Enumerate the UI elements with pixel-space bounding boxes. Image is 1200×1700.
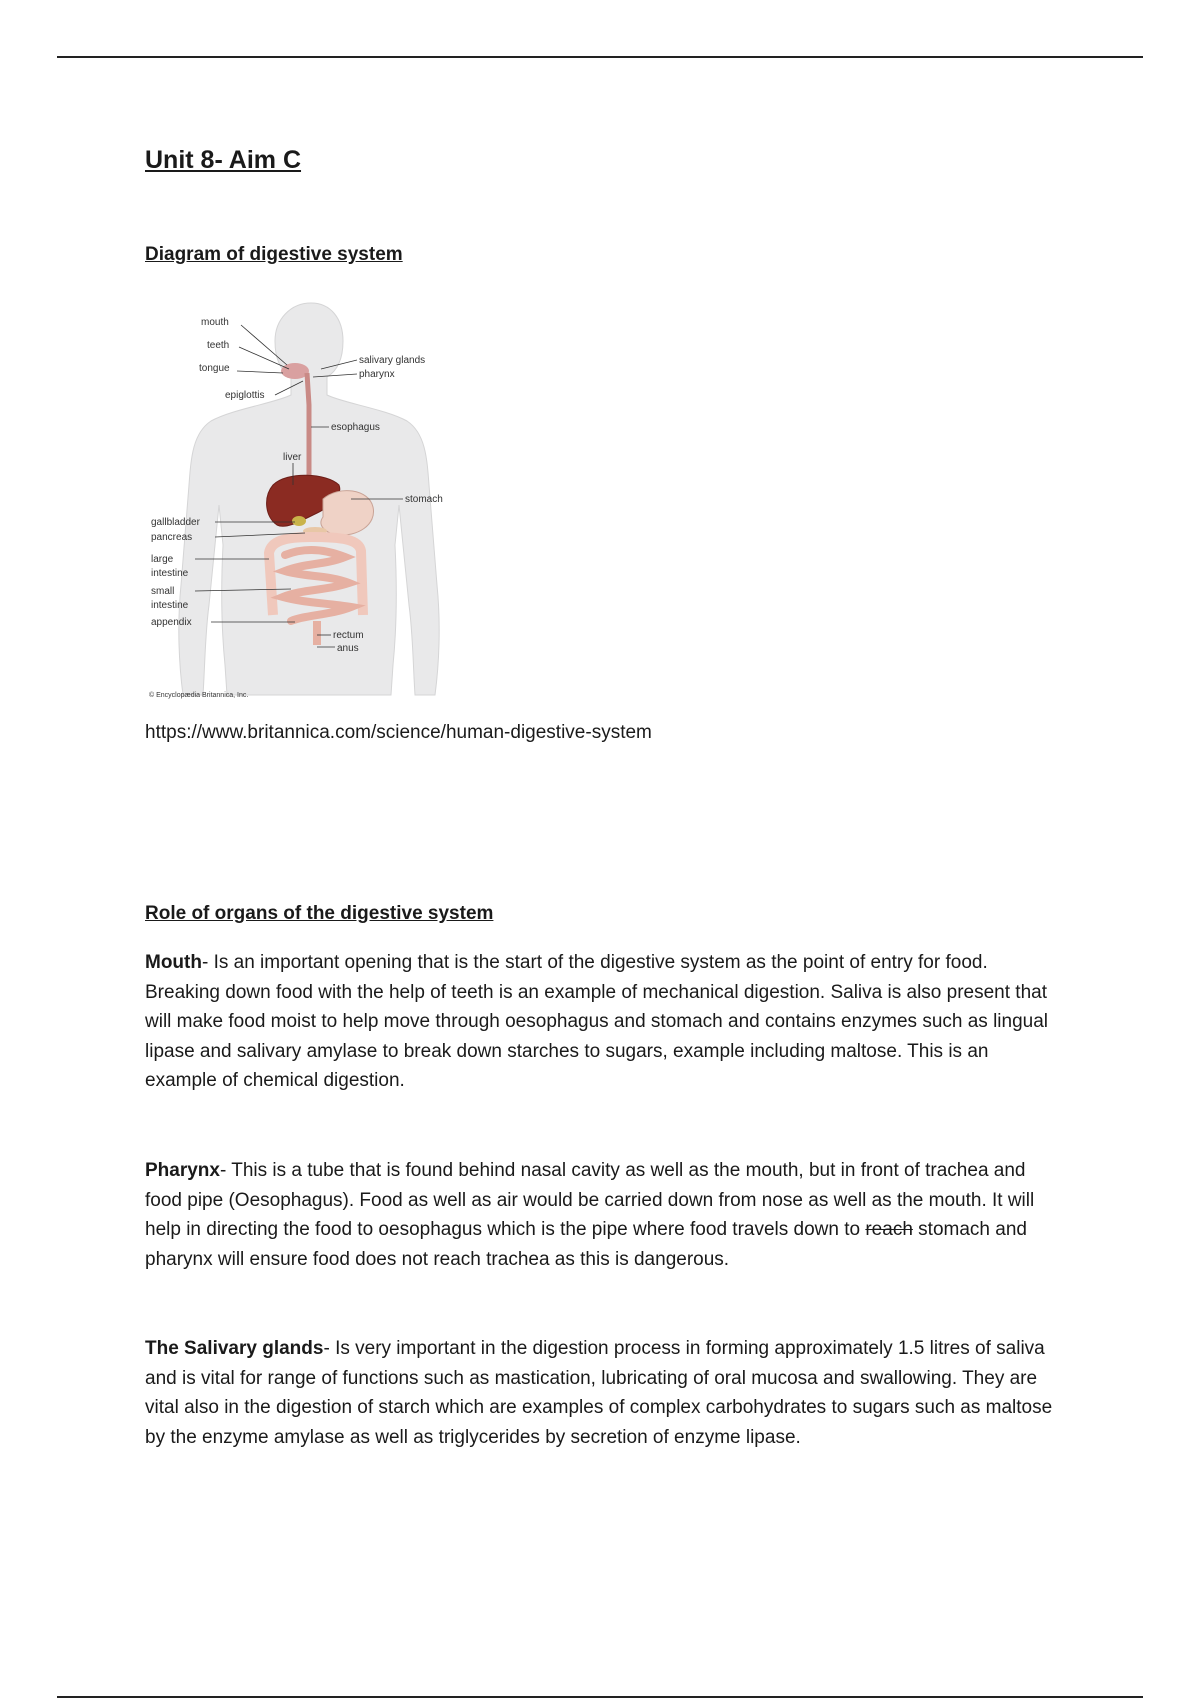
label-teeth: teeth bbox=[207, 340, 230, 351]
gallbladder bbox=[292, 516, 306, 526]
text-mouth: - Is an important opening that is the start of the digestive system as the point of entry for food. Breaking down food with the help of teeth is an example of mechanical digestion. Saliva is also present that will make food moist to help move through oesophagus and stomach and contains enzymes such as lingual lipase and salivary amylase to break down starches to sugars, example including maltose. This is an example of chemical digestion. bbox=[145, 952, 1049, 1091]
label-gallbladder: gallbladder bbox=[151, 517, 200, 528]
diagram-heading: Diagram of digestive system bbox=[145, 244, 403, 265]
label-intestine-small: intestine bbox=[151, 600, 189, 611]
term-mouth: Mouth bbox=[145, 952, 202, 973]
top-rule bbox=[57, 56, 1143, 58]
text-salivary-glands: - Is very important in the digestion process in forming approximately 1.5 litres of saliva and is vital for range of functions such as mastication, lubricating of oral mucosa and swallowing. They are vital also in the digestion of starch which are examples of complex carbohydrates to sugars such as maltose by the enzyme amylase as well as triglycerides by secretion of enzyme lipase. bbox=[145, 1338, 1053, 1448]
label-appendix: appendix bbox=[151, 617, 192, 628]
source-url: https://www.britannica.com/science/human-digestive-system bbox=[145, 722, 652, 743]
text-pharynx-before: - This is a tube that is found behind nasal cavity as well as the mouth, but in front of trachea and food pipe (Oesophagus). Food as well as air would be carried down from nose as well as the mouth. It will help in directing the food to oesophagus which is the pipe where food travels down to bbox=[145, 1160, 1035, 1240]
page-title: Unit 8- Aim C bbox=[145, 146, 302, 174]
label-stomach: stomach bbox=[405, 494, 443, 505]
term-salivary-glands: The Salivary glands bbox=[145, 1338, 324, 1359]
text-pharynx-after: stomach and pharynx will ensure food does not reach trachea as this is dangerous. bbox=[145, 1219, 1027, 1270]
bottom-rule bbox=[57, 1696, 1143, 1698]
label-liver: liver bbox=[283, 452, 302, 463]
label-pancreas: pancreas bbox=[151, 532, 193, 543]
label-mouth: mouth bbox=[201, 317, 229, 328]
label-epiglottis: epiglottis bbox=[225, 390, 265, 401]
paragraph-mouth bbox=[145, 948, 1055, 1096]
label-anus: anus bbox=[337, 643, 359, 654]
label-large: large bbox=[151, 554, 174, 565]
term-pharynx: Pharynx bbox=[145, 1160, 220, 1181]
struck-word: reach bbox=[865, 1219, 913, 1240]
label-tongue: tongue bbox=[199, 363, 230, 374]
digestive-system-illustration bbox=[145, 285, 485, 705]
label-intestine-large: intestine bbox=[151, 568, 189, 579]
label-small: small bbox=[151, 586, 175, 597]
paragraph-salivary-glands bbox=[145, 1334, 1055, 1452]
image-credit: © Encyclopædia Britannica, Inc. bbox=[149, 692, 249, 699]
label-esophagus: esophagus bbox=[331, 422, 380, 433]
label-salivary-glands: salivary glands bbox=[359, 355, 426, 366]
digestive-system-diagram bbox=[145, 285, 485, 705]
role-heading: Role of organs of the digestive system bbox=[145, 903, 494, 924]
label-pharynx: pharynx bbox=[359, 369, 395, 380]
label-rectum: rectum bbox=[333, 630, 364, 641]
paragraph-pharynx bbox=[145, 1156, 1055, 1274]
